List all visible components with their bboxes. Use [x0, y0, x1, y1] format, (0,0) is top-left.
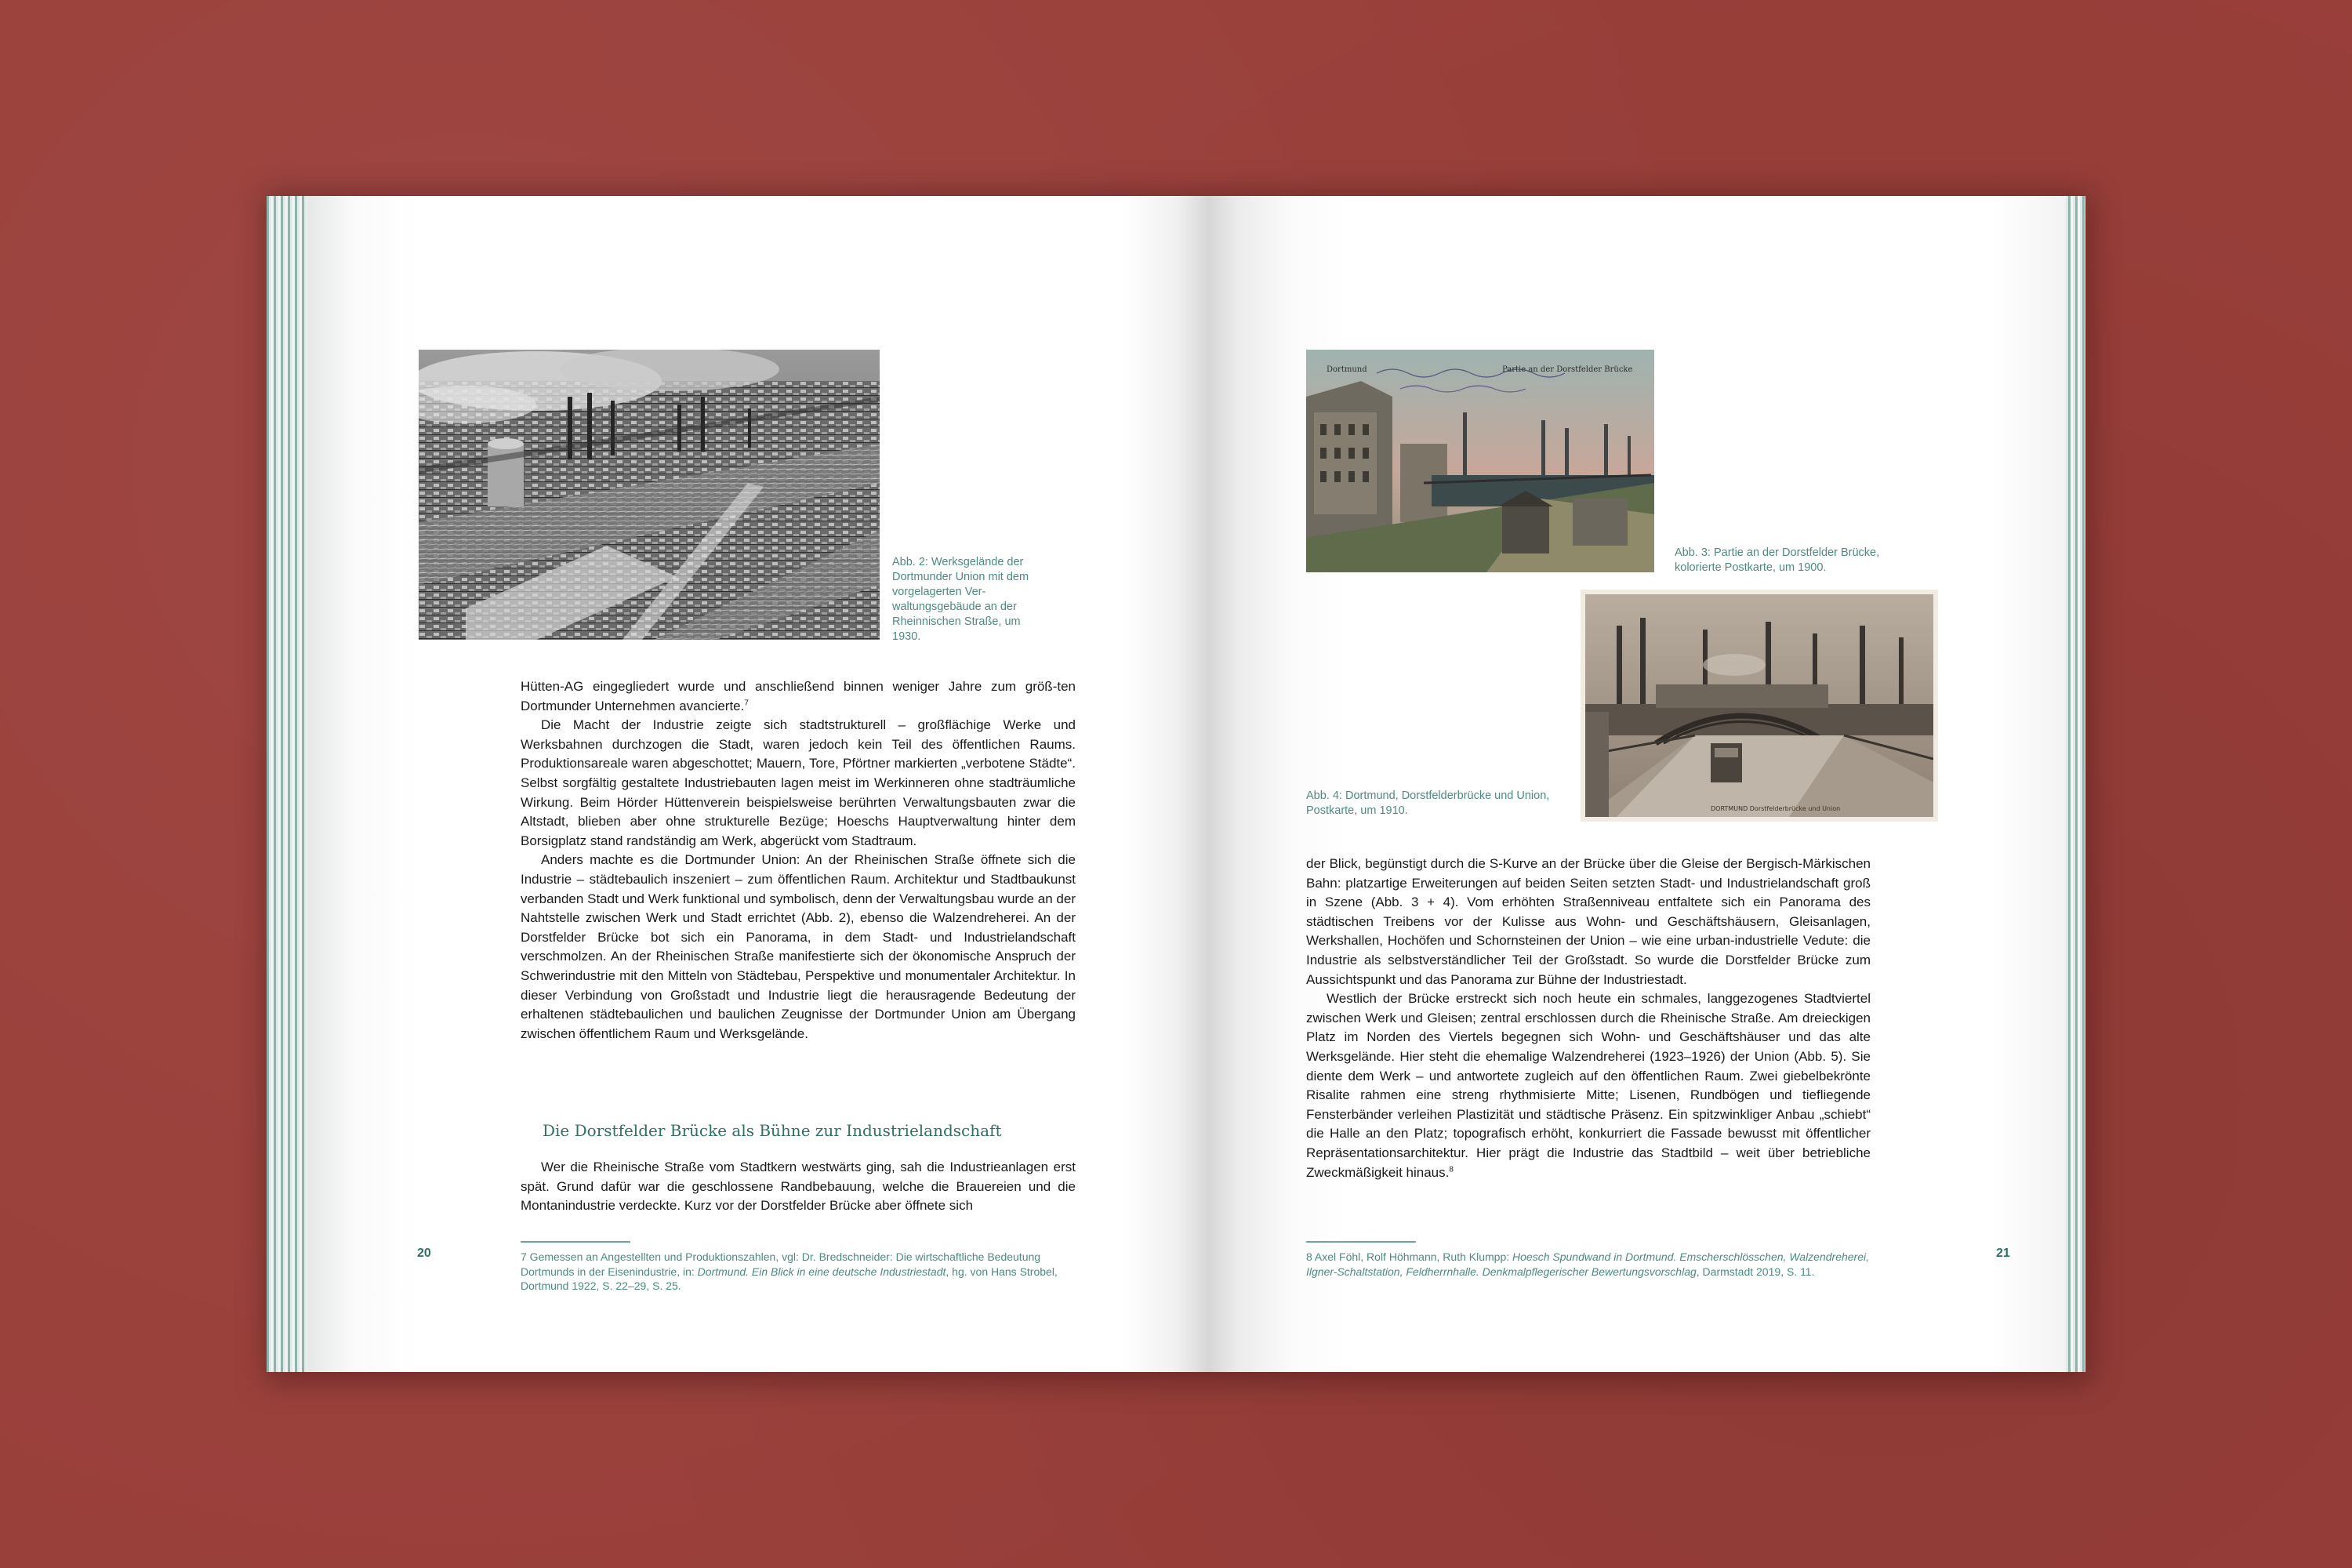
- caption-abb2: Abb. 2: Werksgelände der Dortmunder Union mit dem vorgelagerten Ver-waltungsgebäude an der Rheinnischen Straße, um 1930.: [892, 556, 1029, 643]
- left-paragraph-after-heading: [521, 1158, 1076, 1216]
- right-body-text: [1306, 855, 1871, 1182]
- footnote-rule-left: [521, 1241, 630, 1243]
- page-number-right: 21: [1996, 1247, 2010, 1260]
- left-paragraph-4: Wer die Rheinische Straße vom Stadtkern westwärts ging, sah die Industrieanlagen erst spät. Grund dafür war die geschlossene Randbebauung, welche die Brauereien und die Montanindustrie verdeckte. Kurz vor der Dorstfelder Brücke aber öffnete sich: [521, 1160, 1076, 1214]
- book-edge-left: [267, 196, 314, 1372]
- left-paragraph-2: Die Macht der Industrie zeigte sich stadtstrukturell – großflächige Werke und Werksbahnen durchzogen die Stadt, waren jedoch kein Teil des öffentlichen Raums. Produktionsareale waren abgeschottet; Mauern, Tore, Pförtner markierten „verbotene Städte“. Selbst sorgfältig gestaltete Industriebauten lagen meist im Werkinneren ohne stadträumliche Wirkung. Beim Hörder Hüttenverein beispielsweise berührten Verwaltungsbauten zwar die Altstadt, blieben aber ohne strukturelle Bezüge; Hoeschs Hauptverwaltung hinter dem Borsigplatz stand randständig am Werk, abgerückt vom Stadtraum.: [521, 717, 1076, 848]
- footnote-8-title: Hoesch Spundwand in Dortmund. Emscherschlösschen, Walzendreherei, Ilgner-Schaltstation, Feldherrnhalle. Denkmalpflegerischer Bewertungsvorschlag: [1306, 1250, 1870, 1278]
- postcard-title-left: Dortmund: [1327, 365, 1367, 374]
- postcard-abb4-sepia: [1585, 594, 1933, 817]
- left-paragraph-3: Anders machte es die Dortmunder Union: An der Rheinischen Straße öffnete sich die Industrie – städtebaulich inszeniert – zum öffentlichen Raum. Architektur und Stadtbaukunst verbanden Stadt und Werk funktional und symbolisch, denn der Verwaltungsbau wurde an der Nahtstelle zwischen Werk und Stadt errichtet (Abb. 2), ebenso die Walzendreherei. An der Dorstfelder Brücke bot sich ein Panorama, in dem Stadt- und Industrielandschaft verschmolzen. An der Rheinischen Straße manifestierte sich der ökonomische Anspruch der Schwerindustrie mit den Mitteln von Städtebau, Perspektive und monumentaler Architektur. In dieser Verbindung von Großstadt und Industrie liegt die herausragende Bedeutung der erhaltenen städtebaulichen und baulichen Zeugnisse der Dortmunder Union am Übergang zwischen öffentlichem Raum und Werksgelände.: [521, 852, 1076, 1041]
- footnote-rule-right: [1306, 1241, 1416, 1243]
- footnote-ref-7[interactable]: 7: [744, 698, 749, 707]
- aerial-photo-dortmunder-union: [419, 350, 880, 640]
- section-heading: Die Dorstfelder Brücke als Bühne zur Industrielandschaft: [543, 1121, 1002, 1140]
- postcard-title-right: Partie an der Dorstfelder Brücke: [1502, 365, 1633, 374]
- footnote-8-end: , Darmstadt 2019, S. 11.: [1696, 1265, 1815, 1278]
- right-paragraph-2: Westlich der Brücke erstreckt sich noch heute ein schmales, langgezogenes Stadtviertel zwischen Werk und Gleisen; zentral erschlossen durch die Rheinische Straße. Am dreieckigen Platz im Norden des Viertels begegnen sich Wohn- und Geschäftshäuser und das alte Werksgelände. Hier steht die ehemalige Walzendreherei (1923–1926) der Union (Abb. 5). Sie diente dem Werk – und antwortete zugleich auf den öffentlichen Raum. Zwei giebelbekrönte Risalite rahmen eine streng rhythmisierte Mitte; Lisenen, Rundbögen und tiefliegende Fensterbänder verleihen Plastizität und städtische Präsenz. Ein spitzwinkliger Anbau „schiebt“ die Halle an den Platz; topografisch erhöht, konkurriert die Fassade bewusst mit öffentlicher Repräsentationsarchitektur. Hier prägt die Industrie das Stadtbild – weit über betriebliche Zweckmäßigkeit hinaus.$^8$: [1306, 991, 1871, 1180]
- postcard-bottom-text: DORTMUND Dorstfelderbrücke und Union: [1711, 805, 1841, 812]
- postcard-abb3-colored: [1306, 350, 1654, 572]
- left-body-text: [521, 677, 1076, 1044]
- caption-abb4: Abb. 4: Dortmund, Dorstfelderbrücke und Union, Postkarte, um 1910.: [1306, 789, 1550, 817]
- footnote-ref-8[interactable]: 8: [1449, 1164, 1454, 1174]
- right-page: [1207, 196, 2065, 1372]
- open-book: [267, 196, 2085, 1372]
- footnote-7-title: Dortmund. Ein Blick in eine deutsche Industriestadt: [697, 1265, 946, 1278]
- left-paragraph-1: Hütten-AG eingegliedert wurde und anschließend binnen weniger Jahre zum größ-ten Dortmunder Unternehmen avancierte.$^7$: [521, 679, 1076, 713]
- footnote-7-end: , hg. von Hans Strobel, Dortmund 1922, S. 22–29, S. 25.: [521, 1265, 1058, 1292]
- left-page: [307, 196, 1207, 1372]
- book-edge-right: [2063, 196, 2085, 1372]
- footnote-8-text: 8 Axel Föhl, Rolf Höhmann, Ruth Klumpp:: [1306, 1250, 1513, 1263]
- caption-abb3: Abb. 3: Partie an der Dorstfelder Brücke, kolorierte Postkarte, um 1900.: [1675, 546, 1880, 574]
- right-paragraph-1: der Blick, begünstigt durch die S-Kurve an der Brücke über die Gleise der Bergisch-Märkischen Bahn: platzartige Erweiterungen auf beiden Seiten setzten Stadt- und Industrielandschaft groß in Szene (Abb. 3 + 4). Vom erhöhten Straßenniveau entfaltete sich ein Panorama des städtischen Treibens vor der Kulisse aus Wohn- und Geschäftshäusern, Gleisanlagen, Werkshallen, Hochöfen und Schornsteinen der Union – wie eine urban-industrielle Vedute: die Industrie als selbstverständlicher Teil der Großstadt. So wurde die Dorstfelder Brücke zum Aussichtspunkt und das Panorama zur Bühne der Industriestadt.: [1306, 856, 1871, 987]
- footnote-8: [1306, 1250, 1871, 1279]
- footnote-7-text: 7 Gemessen an Angestellten und Produktionszahlen, vgl: Dr. Bredschneider: Die wirtschaftliche Bedeutung Dortmunds in der Eisenindustrie, in:: [521, 1250, 1041, 1278]
- footnote-7: [521, 1250, 1076, 1294]
- page-number-left: 20: [417, 1247, 431, 1260]
